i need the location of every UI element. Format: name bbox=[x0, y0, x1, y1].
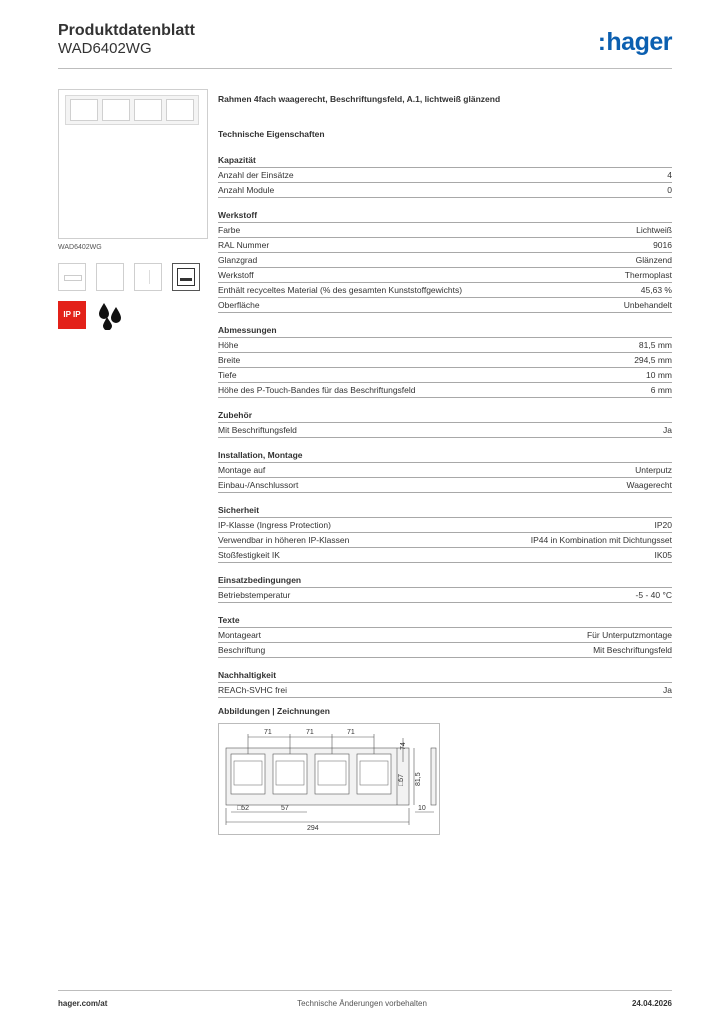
spec-label: Oberfläche bbox=[218, 300, 260, 310]
spec-row bbox=[218, 223, 672, 238]
spec-value: 4 bbox=[667, 170, 672, 180]
frame-outline-icon bbox=[177, 268, 195, 286]
spec-label: Tiefe bbox=[218, 370, 237, 380]
spec-row bbox=[218, 283, 672, 298]
spec-row bbox=[218, 518, 672, 533]
spec-section bbox=[218, 450, 672, 493]
spec-value: 0 bbox=[667, 185, 672, 195]
spec-row bbox=[218, 268, 672, 283]
header-divider bbox=[58, 68, 672, 69]
spec-section bbox=[218, 615, 672, 658]
spec-value: Für Unterputzmontage bbox=[586, 630, 672, 640]
spec-row bbox=[218, 478, 672, 493]
spec-label: REACh-SVHC frei bbox=[218, 685, 287, 695]
frame-opening bbox=[166, 99, 194, 121]
spec-value: 45,63 % bbox=[640, 285, 672, 295]
spec-row bbox=[218, 353, 672, 368]
thumbnail-side-view[interactable] bbox=[96, 263, 124, 291]
spec-value: Glänzend bbox=[635, 255, 672, 265]
label-strip-icon bbox=[180, 278, 192, 281]
document-title: Produktdatenblatt bbox=[58, 22, 195, 39]
spec-row bbox=[218, 183, 672, 198]
dim-total-294: 294 bbox=[307, 825, 319, 832]
spec-section bbox=[218, 575, 672, 603]
technical-drawing bbox=[218, 723, 440, 835]
footer-website[interactable]: hager.com/at bbox=[58, 999, 108, 1008]
spec-section bbox=[218, 155, 672, 198]
frame-opening bbox=[70, 99, 98, 121]
thumbnail-drawing-view[interactable] bbox=[172, 263, 200, 291]
dim-pitch-3: 71 bbox=[347, 729, 355, 736]
spec-row bbox=[218, 643, 672, 658]
section-title: Zubehör bbox=[218, 410, 672, 423]
edge-line bbox=[149, 270, 150, 284]
frame-opening bbox=[102, 99, 130, 121]
spec-row bbox=[218, 683, 672, 698]
section-title: Installation, Montage bbox=[218, 450, 672, 463]
spec-section bbox=[218, 210, 672, 313]
spec-value: -5 - 40 °C bbox=[635, 590, 672, 600]
spec-row bbox=[218, 253, 672, 268]
label-field-shape bbox=[64, 275, 82, 281]
spec-row bbox=[218, 238, 672, 253]
spec-value: IP20 bbox=[654, 520, 672, 530]
spec-label: Höhe bbox=[218, 340, 239, 350]
spec-value: 9016 bbox=[653, 240, 672, 250]
drawings-heading: Abbildungen | Zeichnungen bbox=[218, 706, 330, 716]
section-title: Sicherheit bbox=[218, 505, 672, 518]
spec-row bbox=[218, 588, 672, 603]
spec-row bbox=[218, 298, 672, 313]
spec-label: Montageart bbox=[218, 630, 261, 640]
spec-row bbox=[218, 338, 672, 353]
section-title: Werkstoff bbox=[218, 210, 672, 223]
frame-illustration bbox=[65, 95, 199, 125]
section-title: Kapazität bbox=[218, 155, 672, 168]
section-title: Einsatzbedingungen bbox=[218, 575, 672, 588]
product-image-caption: WAD6402WG bbox=[58, 244, 102, 251]
spec-label: Enthält recyceltes Material (% des gesamten Kunststoffgewichts) bbox=[218, 285, 463, 295]
footer-divider bbox=[58, 990, 672, 991]
spec-value: Ja bbox=[663, 685, 672, 695]
spec-sections bbox=[218, 155, 672, 698]
spec-value: Waagerecht bbox=[626, 480, 672, 490]
spec-value: IK05 bbox=[654, 550, 672, 560]
logo-text: hager bbox=[606, 28, 672, 56]
spec-label: Beschriftung bbox=[218, 645, 266, 655]
product-name: Rahmen 4fach waagerecht, Beschriftungsfeld, A.1, lichtweiß glänzend bbox=[218, 94, 501, 104]
spec-value: Mit Beschriftungsfeld bbox=[593, 645, 672, 655]
spec-row bbox=[218, 463, 672, 478]
spec-value: Thermoplast bbox=[624, 270, 672, 280]
article-number: WAD6402WG bbox=[58, 40, 152, 57]
product-image bbox=[58, 89, 208, 239]
dim-window-52: □52 bbox=[237, 805, 250, 812]
section-title: Nachhaltigkeit bbox=[218, 670, 672, 683]
dim-pitch-1: 71 bbox=[264, 729, 272, 736]
spec-label: Einbau-/Anschlussort bbox=[218, 480, 299, 490]
spec-row bbox=[218, 368, 672, 383]
spec-section bbox=[218, 410, 672, 438]
spec-value: Unbehandelt bbox=[623, 300, 672, 310]
water-drops-icon bbox=[95, 300, 125, 330]
spec-section bbox=[218, 325, 672, 398]
dim-pitch-2: 71 bbox=[306, 729, 314, 736]
spec-row bbox=[218, 548, 672, 563]
spec-value: Lichtweiß bbox=[636, 225, 672, 235]
spec-section bbox=[218, 670, 672, 698]
spec-content bbox=[218, 94, 672, 710]
spec-value: Unterputz bbox=[635, 465, 672, 475]
spec-row bbox=[218, 628, 672, 643]
ip-rating-icon bbox=[58, 301, 86, 329]
spec-label: Stoßfestigkeit IK bbox=[218, 550, 280, 560]
spec-label: Breite bbox=[218, 355, 241, 365]
thumbnail-front-view[interactable] bbox=[58, 263, 86, 291]
spec-row bbox=[218, 168, 672, 183]
spec-value: 6 mm bbox=[650, 385, 672, 395]
spec-row bbox=[218, 383, 672, 398]
spec-label: Anzahl Module bbox=[218, 185, 275, 195]
spec-value: 10 mm bbox=[646, 370, 672, 380]
dim-height-74: 74 bbox=[400, 742, 407, 750]
section-title: Texte bbox=[218, 615, 672, 628]
footer-date: 24.04.2026 bbox=[631, 999, 672, 1008]
spec-label: Betriebstemperatur bbox=[218, 590, 291, 600]
spec-value: 294,5 mm bbox=[634, 355, 672, 365]
dimension-drawing bbox=[219, 724, 439, 834]
spec-label: Werkstoff bbox=[218, 270, 254, 280]
ip-badge-text: IP IP bbox=[63, 310, 81, 319]
spec-label: IP-Klasse (Ingress Protection) bbox=[218, 520, 331, 530]
dim-height-57: □57 bbox=[398, 773, 405, 786]
spec-label: RAL Nummer bbox=[218, 240, 270, 250]
spec-value: 81,5 mm bbox=[638, 340, 672, 350]
thumbnail-detail-view[interactable] bbox=[134, 263, 162, 291]
dim-height-815: 81,5 bbox=[415, 772, 422, 786]
spec-label: Mit Beschriftungsfeld bbox=[218, 425, 297, 435]
footer-disclaimer: Technische Änderungen vorbehalten bbox=[297, 999, 427, 1008]
section-title: Abmessungen bbox=[218, 325, 672, 338]
frame-opening bbox=[134, 99, 162, 121]
dim-width-57: 57 bbox=[281, 805, 289, 812]
spec-label: Glanzgrad bbox=[218, 255, 258, 265]
spec-value: IP44 in Kombination mit Dichtungsset bbox=[530, 535, 672, 545]
spec-label: Montage auf bbox=[218, 465, 266, 475]
spec-row bbox=[218, 423, 672, 438]
spec-label: Höhe des P-Touch-Bandes für das Beschriftungsfeld bbox=[218, 385, 416, 395]
spec-label: Farbe bbox=[218, 225, 241, 235]
tech-properties-heading: Technische Eigenschaften bbox=[218, 129, 325, 139]
spec-section bbox=[218, 505, 672, 563]
hager-logo: :hager bbox=[597, 28, 672, 56]
spec-label: Verwendbar in höheren IP-Klassen bbox=[218, 535, 350, 545]
dim-depth-10: 10 bbox=[418, 805, 426, 812]
spec-value: Ja bbox=[663, 425, 672, 435]
spec-label: Anzahl der Einsätze bbox=[218, 170, 294, 180]
spec-row bbox=[218, 533, 672, 548]
